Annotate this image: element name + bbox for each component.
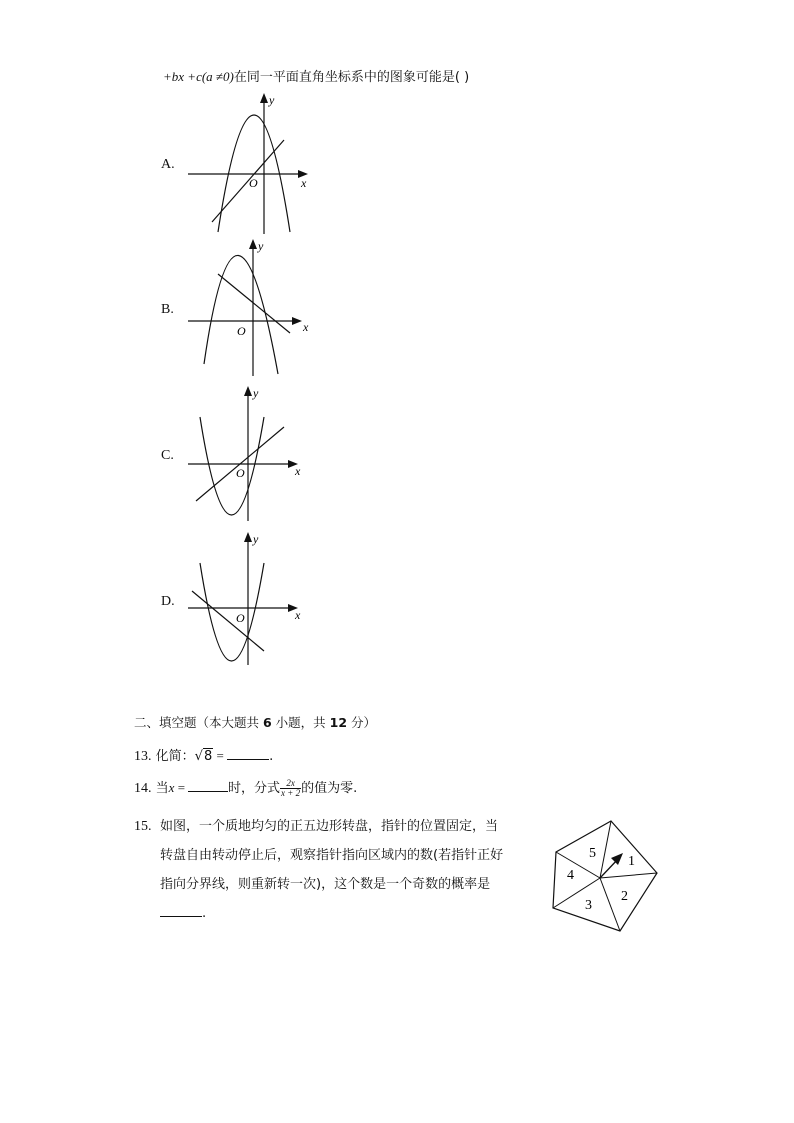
question-number: 13. xyxy=(134,749,152,764)
y-arrow xyxy=(249,239,257,249)
q14-prefix: 当 xyxy=(155,781,169,796)
question-14 xyxy=(134,777,357,798)
q15-line1: 如图，一个质地均匀的正五边形转盘，指针的位置固定，当 xyxy=(160,819,499,834)
divider-line xyxy=(600,821,611,878)
axis-x-label: x xyxy=(301,176,307,190)
x-arrow xyxy=(292,317,302,325)
question-tail-math: +bx +c(a ≠0) xyxy=(163,69,234,84)
sector-label-5: 5 xyxy=(589,846,596,861)
origin-label: O xyxy=(249,176,258,190)
origin-label: O xyxy=(236,466,245,480)
origin-label: O xyxy=(236,611,245,625)
origin-label: O xyxy=(237,324,246,338)
divider-line xyxy=(553,878,600,908)
option-b-graph xyxy=(180,236,320,390)
axis-y-label: y xyxy=(258,239,264,253)
y-arrow xyxy=(244,532,252,542)
y-arrow xyxy=(244,386,252,396)
option-c-graph xyxy=(180,383,320,537)
fraction-numerator: 2x xyxy=(280,779,301,789)
divider-line xyxy=(600,878,620,931)
option-a-graph xyxy=(180,88,320,242)
answer-blank[interactable] xyxy=(227,747,269,760)
option-d-label: D. xyxy=(161,594,175,609)
y-arrow xyxy=(260,93,268,103)
q15-line2: 转盘自由转动停止后，观察指针指向区域内的数(若指针正好 xyxy=(160,848,504,863)
sector-label-1: 1 xyxy=(628,854,635,869)
section-points: 12 xyxy=(329,715,348,730)
q13-end: . xyxy=(269,749,274,764)
q13-equals: = xyxy=(213,748,228,763)
q15-end: . xyxy=(202,906,207,921)
line-graph xyxy=(192,591,264,651)
pointer-arrow-head xyxy=(611,853,623,865)
q15-line1-row xyxy=(134,812,534,841)
section-count: 6 xyxy=(262,715,272,730)
question-15 xyxy=(134,812,534,928)
fraction-denominator: x + 2 xyxy=(281,788,301,798)
axis-x-label: x xyxy=(295,464,301,478)
question-13 xyxy=(134,745,273,765)
q14-eq: = xyxy=(174,780,186,795)
option-a-label: A. xyxy=(161,157,175,172)
question-number: 15. xyxy=(134,819,152,834)
axis-x-label: x xyxy=(295,608,301,622)
line-graph xyxy=(212,140,284,222)
axis-x-label: x xyxy=(303,320,309,334)
option-c-label: C. xyxy=(161,448,174,463)
sector-label-2: 2 xyxy=(621,889,628,904)
question-tail-text: 在同一平面直角坐标系中的图象可能是( ) xyxy=(233,70,470,85)
sqrt-sign: √ xyxy=(194,749,203,764)
pentagon-spinner xyxy=(548,818,662,940)
line-graph xyxy=(218,274,290,333)
sector-label-4: 4 xyxy=(567,868,574,883)
axis-y-label: y xyxy=(253,386,259,400)
axis-y-label: y xyxy=(253,532,259,546)
section-prefix: 二、填空题（本大题共 xyxy=(134,715,263,730)
q14-end: 的值为零. xyxy=(301,781,358,796)
option-b-label: B. xyxy=(161,302,174,317)
answer-blank[interactable] xyxy=(188,779,228,792)
q15-answer-row xyxy=(134,899,534,928)
question-number: 14. xyxy=(134,781,152,796)
q13-prefix: 化简： xyxy=(155,749,195,764)
divider-line xyxy=(600,873,657,878)
section-suffix: 分） xyxy=(347,715,377,730)
q14-mid: 时，分式 xyxy=(228,781,281,796)
fraction xyxy=(280,779,301,798)
answer-blank[interactable] xyxy=(160,904,202,917)
option-d-graph xyxy=(180,529,320,683)
axis-y-label: y xyxy=(269,93,275,107)
q15-line3: 指向分界线，则重新转一次)，这个数是一个奇数的概率是 xyxy=(160,877,491,892)
section-header xyxy=(134,713,376,731)
sector-label-3: 3 xyxy=(585,898,592,913)
question-tail-line xyxy=(163,66,469,85)
q14-var: x xyxy=(168,780,175,795)
parabola-curve xyxy=(200,417,264,515)
parabola-curve xyxy=(200,563,264,661)
section-middle: 小题，共 xyxy=(271,715,330,730)
q13-radicand: 8 xyxy=(203,749,213,764)
